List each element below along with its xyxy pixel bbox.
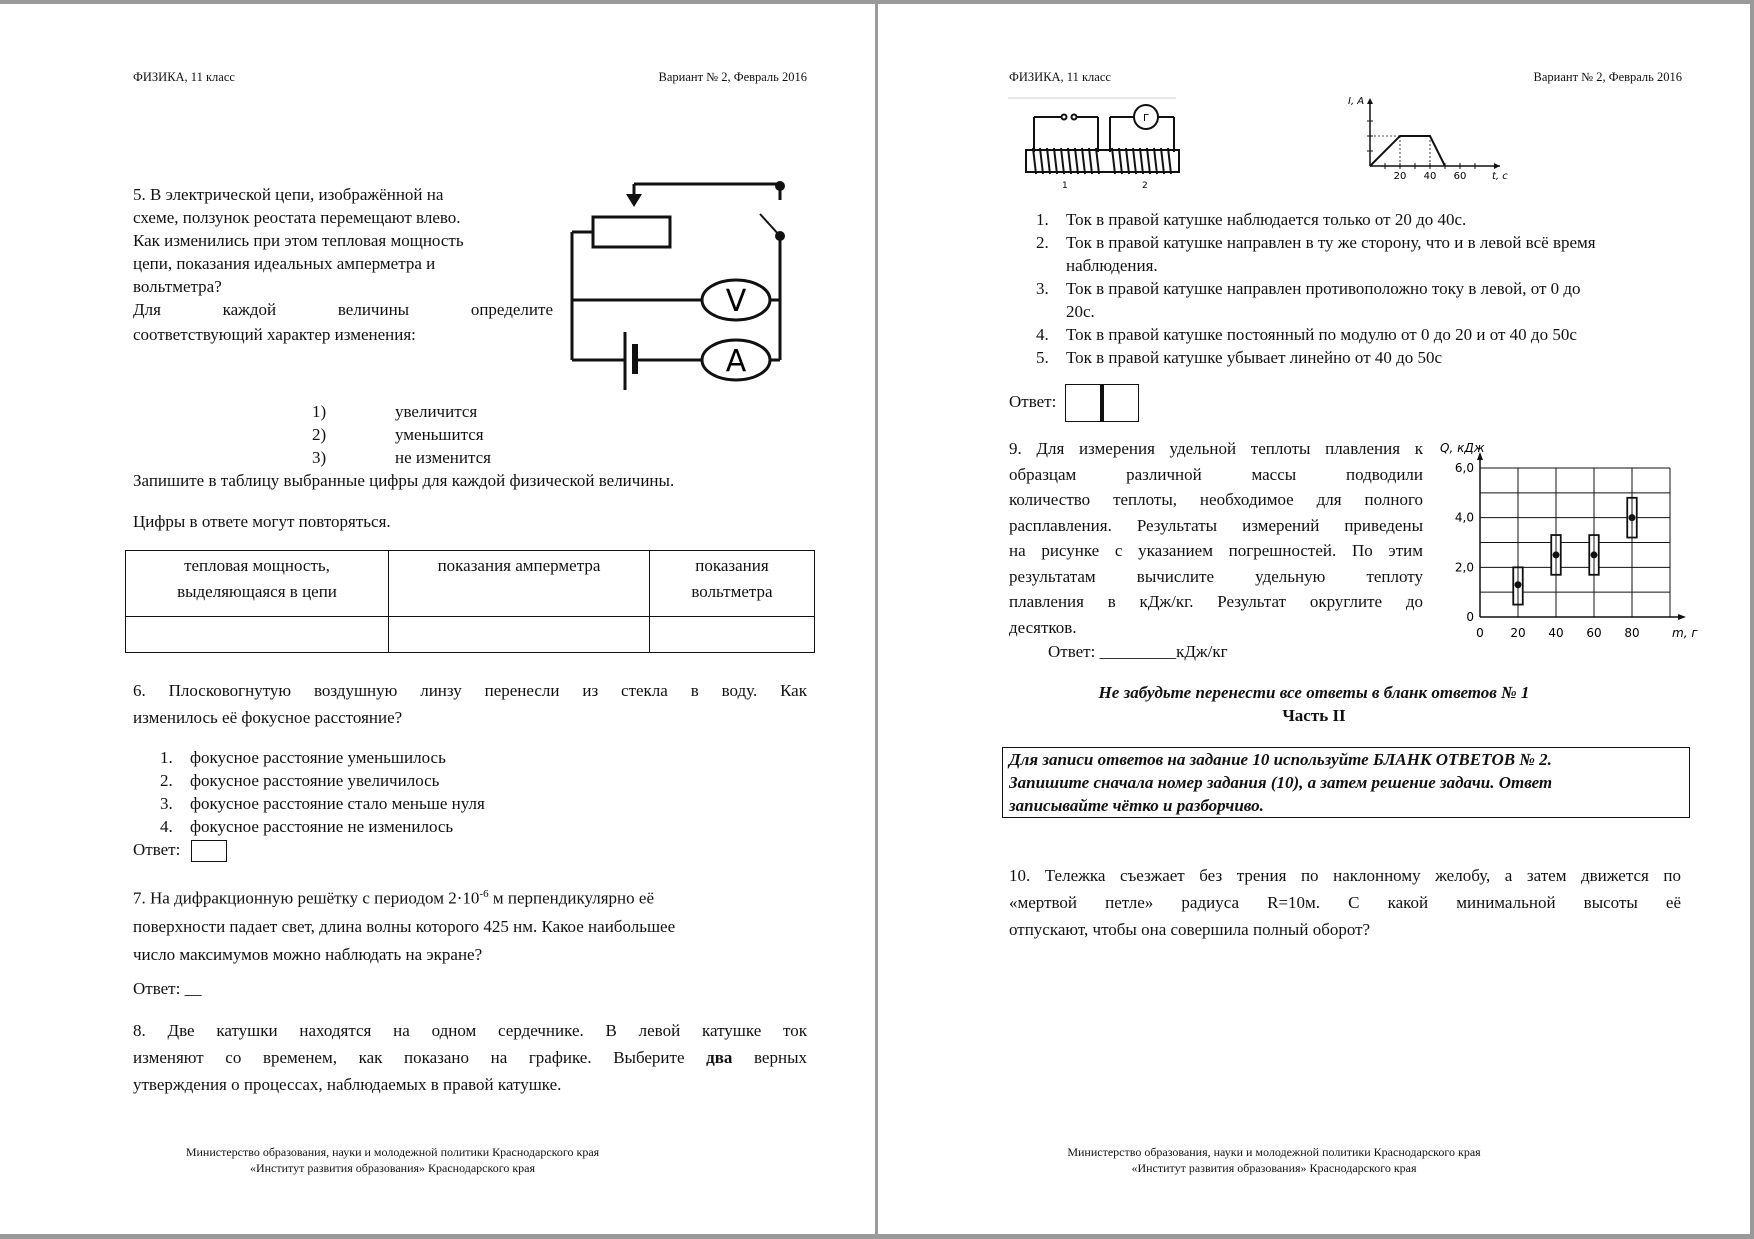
y-tick-label: 4,0 (1454, 510, 1474, 525)
footer (838, 1144, 1710, 1176)
q6-answer (133, 838, 227, 862)
x-tick-label: 40 (1423, 171, 1437, 182)
x-axis-label: t, c (1492, 171, 1508, 182)
q6-option: 2. фокусное расстояние увеличилось (160, 771, 440, 790)
notice-line: Для записи ответов на задание 10 используйте БЛАНК ОТВЕТОВ № 2. (1009, 750, 1552, 769)
q10-text (1009, 862, 1681, 943)
q6-line: изменилось её фокусное расстояние? (133, 708, 403, 727)
q5-line: соответствующий характер изменения: (133, 325, 416, 344)
q9-text (1009, 436, 1423, 640)
data-point (1591, 551, 1598, 558)
q5-line: цепи, показания идеальных амперметра и (133, 254, 436, 273)
q9-line: расплавления. Результаты измерений приведены (1009, 515, 1423, 535)
notice-box (1002, 747, 1690, 818)
q6-options (160, 746, 485, 838)
footer (0, 1144, 830, 1176)
x-tick-label: 20 (1393, 171, 1407, 182)
q8-option: 3. Ток в правой катушке направлен противоположно току в левой, от 0 до 20с. (1036, 279, 1581, 321)
notice-line: записывайте чётко и разборчиво. (1009, 796, 1264, 815)
q5-line: 5. В электрической цепи, изображённой на (133, 185, 444, 204)
data-point (1515, 581, 1522, 588)
q7-line: поверхности падает свет, длина волны которого 425 нм. Какое наибольшее (133, 916, 676, 936)
x-tick-label: 60 (1453, 171, 1467, 182)
coils-diagram (1006, 94, 1186, 190)
q9-line: плавления в кДж/кг. Результат округлите до (1009, 592, 1423, 611)
answer-cell[interactable] (650, 617, 815, 653)
footer-line: Министерство образования, науки и молодежной политики Краснодарского края (1067, 1145, 1481, 1159)
q5-option: 3) не изменится (312, 448, 491, 467)
q9-line: на рисунке с указанием погрешностей. По этим (1009, 541, 1423, 560)
q5-option: 1) увеличится (312, 402, 478, 421)
q8-line: 8. Две катушки находятся на одном сердечнике. В левой катушке ток (133, 1021, 807, 1040)
q8-option: 2. Ток в правой катушке направлен в ту же сторону, что и в левой всё время наблюдения. (1036, 233, 1596, 275)
part2-title: Часть II (1282, 706, 1346, 725)
x-tick-label: 40 (1548, 626, 1564, 640)
q10-line: отпускают, чтобы она совершила полный оборот? (1009, 920, 1371, 939)
reminder: Не забудьте перенести все ответы в бланк ответов № 1 (1098, 683, 1530, 702)
q8-line: утверждения о процессах, наблюдаемых в правой катушке. (133, 1075, 562, 1094)
q7-answer[interactable]: Ответ: __ (133, 979, 202, 998)
y-axis-label: Q, кДж (1440, 441, 1485, 455)
footer-line: «Институт развития образования» Краснодарского края (1131, 1161, 1417, 1175)
q6-line: 6. Плосковогнутую воздушную линзу перенесли из стекла в воду. Как (133, 681, 807, 700)
table-header: тепловая мощность, выделяющаяся в цепи (126, 551, 389, 617)
heat-mass-chart (1428, 434, 1728, 644)
q10-line: «мертвой петле» радиуса R=10м. С какой минимальной высоты её (1009, 893, 1681, 912)
q5-option: 2) уменьшится (312, 425, 484, 444)
x-axis-label: m, г (1672, 626, 1698, 640)
page-right (878, 4, 1750, 1234)
page-left (0, 4, 875, 1234)
q5-line: вольтметра? (133, 277, 222, 296)
coil-label: 2 (1142, 181, 1148, 190)
voltmeter-label: V (725, 284, 747, 319)
q6-option: 1. фокусное расстояние уменьшилось (160, 748, 446, 767)
x-tick-label: 60 (1586, 626, 1602, 640)
q5-line: схеме, ползунок реостата перемещают влево. (133, 208, 461, 227)
q8-text (133, 1017, 807, 1098)
q6-option: 4. фокусное расстояние не изменилось (160, 817, 454, 836)
coil-label: 1 (1062, 181, 1068, 190)
q7-line: 7. На дифракционную решётку с периодом $2\cdot 10^{-6}$ м перпендикулярно её (133, 888, 654, 908)
header-subject: ФИЗИКА, 11 класс (133, 70, 235, 84)
q6-option: 3. фокусное расстояние стало меньше нуля (160, 794, 485, 813)
y-tick-label: 6,0 (1454, 461, 1474, 475)
q9-line: десятков. (1009, 617, 1077, 637)
coil-windings (1033, 148, 1171, 174)
q8-option: 5. Ток в правой катушке убывает линейно от 40 до 50с (1036, 348, 1443, 367)
q5-answer-table (125, 550, 815, 653)
y-axis-label: I, A (1348, 96, 1365, 107)
q5-repeat-note: Цифры в ответе могут повторяться. (133, 512, 391, 531)
q8-answer-cell[interactable] (1101, 384, 1139, 422)
header-subject: ФИЗИКА, 11 класс (1009, 70, 1111, 84)
q8-option: 1. Ток в правой катушке наблюдается только от 20 до 40с. (1036, 210, 1467, 229)
answer-label: Ответ: (133, 840, 181, 859)
q5-line: Как изменились при этом тепловая мощность (133, 231, 464, 250)
table-header: показания амперметра (389, 551, 650, 617)
header-variant: Вариант № 2, Февраль 2016 (658, 70, 807, 84)
q9-line: количество теплоты, необходимое для полного (1009, 490, 1423, 509)
x-tick-label: 20 (1510, 626, 1526, 640)
y-axis-arrow (1367, 98, 1373, 104)
footer-line: Министерство образования, науки и молодежной политики Краснодарского края (185, 1145, 600, 1159)
q9-answer[interactable]: Ответ: _________кДж/кг (1048, 642, 1228, 661)
x-tick-label: 80 (1624, 626, 1640, 640)
q9-line: 9. Для измерения удельной теплоты плавления к (1009, 439, 1423, 458)
galvanometer-label: Г (1143, 113, 1150, 124)
x-axis-arrow (1494, 163, 1500, 169)
q7-line: число максимумов можно наблюдать на экране? (133, 944, 483, 964)
q6-text (133, 679, 807, 729)
rheostat (593, 217, 670, 247)
circuit-diagram (560, 174, 800, 394)
q6-answer-box[interactable] (191, 840, 227, 862)
answer-cell[interactable] (389, 617, 650, 653)
q9-line: образцам различной массы подводили (1009, 464, 1423, 484)
table-header: показания вольтметра (650, 551, 815, 617)
data-point (1553, 551, 1560, 558)
q10-line: 10. Тележка съезжает без трения по наклонному желобу, а затем движется по (1009, 866, 1681, 885)
ammeter-label: A (725, 344, 747, 379)
q8-answer (1009, 384, 1139, 422)
x-axis-arrow (1678, 614, 1686, 620)
x-tick-label: 0 (1476, 626, 1484, 640)
q5-line: Для каждой величины определите (133, 300, 553, 319)
answer-label: Ответ: (1009, 391, 1057, 411)
header-variant: Вариант № 2, Февраль 2016 (1533, 70, 1682, 84)
q5-options (312, 400, 491, 469)
notice-line: Запишите сначала номер задания (10), а затем решение задачи. Ответ (1009, 773, 1553, 792)
q8-answer-cell[interactable] (1065, 384, 1101, 422)
q5-text (133, 183, 553, 346)
y-tick-label: 0 (1466, 610, 1474, 624)
q8-line: изменяют со временем, как показано на графике. Выберите два верных (133, 1048, 807, 1067)
q7-text (133, 880, 813, 969)
q5-instruction: Запишите в таблицу выбранные цифры для каждой физической величины. (133, 471, 675, 490)
q9-line: результатам вычислите удельную теплоту (1009, 566, 1423, 586)
q8-options (1036, 208, 1596, 369)
slider-arrow (626, 194, 642, 207)
current-time-chart (1340, 96, 1520, 192)
footer-line: «Институт развития образования» Краснодарского края (249, 1161, 536, 1175)
series-line-current (1370, 136, 1445, 166)
data-point (1629, 514, 1636, 521)
q8-option: 4. Ток в правой катушке постоянный по модулю от 0 до 20 и от 40 до 50с (1036, 325, 1577, 344)
answer-cell[interactable] (126, 617, 389, 653)
y-tick-label: 2,0 (1454, 560, 1474, 575)
